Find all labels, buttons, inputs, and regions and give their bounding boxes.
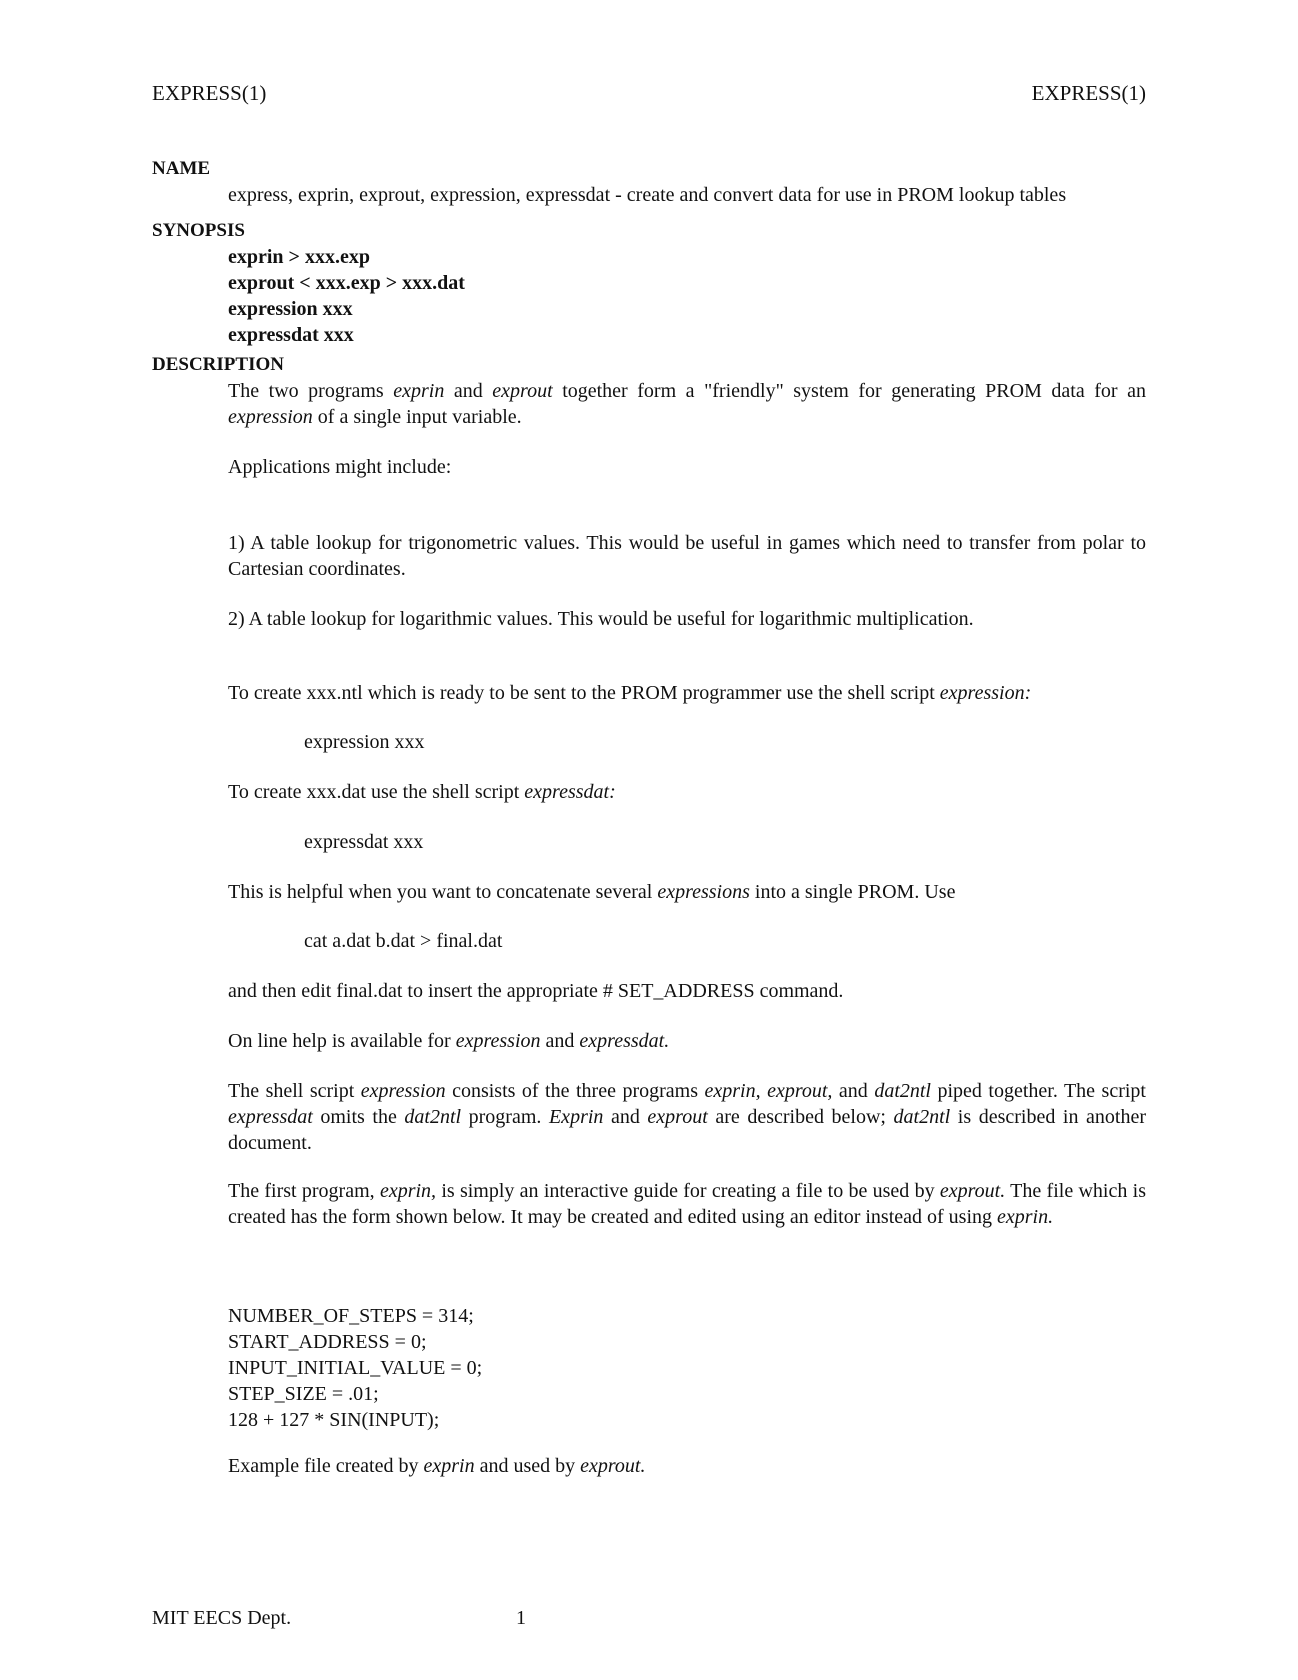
synopsis-line: expressdat xxx [228,324,354,346]
section-heading-synopsis: SYNOPSIS [152,220,245,241]
example-line: NUMBER_OF_STEPS = 314; [228,1305,474,1327]
footer-page-number: 1 [516,1607,526,1629]
paragraph-expressdat: To create xxx.dat use the shell script expressdat: [228,781,616,803]
paragraph-first-program: The first program, exprin, is simply an interactive guide for creating a file to be used by exprout. The file which is created has the form shown below. It may be created and edited using an editor instead of using exprin. [228,1180,1146,1228]
section-heading-name: NAME [152,158,211,179]
paragraph-online-help: On line help is available for expression and expressdat. [228,1030,670,1052]
example-file [228,1303,482,1433]
synopsis-line: exprout < xxx.exp > xxx.dat [228,272,465,294]
code-expression: expression xxx [304,731,425,753]
code-cat: cat a.dat b.dat > final.dat [304,930,503,952]
paragraph-edit: and then edit final.dat to insert the appropriate # SET_ADDRESS command. [228,980,844,1002]
paragraph-intro: The two programs exprin and exprout together form a "friendly" system for generating PROM data for an expression of a single input variable. [228,380,1146,428]
header-left: EXPRESS(1) [152,81,267,105]
example-line: START_ADDRESS = 0; [228,1331,427,1353]
paragraph-concatenate: This is helpful when you want to concatenate several expressions into a single PROM. Use [228,881,956,903]
synopsis-line: expression xxx [228,298,353,320]
example-line: STEP_SIZE = .01; [228,1383,379,1405]
example-caption: Example file created by exprin and used by exprout. [228,1455,646,1477]
paragraph-expression: To create xxx.ntl which is ready to be sent to the PROM programmer use the shell script expression: [228,682,1032,704]
header-right: EXPRESS(1) [1031,81,1146,105]
synopsis-line: exprin > xxx.exp [228,246,370,268]
paragraph-applications: Applications might include: [228,456,452,478]
paragraph-application-2: 2) A table lookup for logarithmic values. This would be useful for logarithmic multiplication. [228,608,974,630]
paragraph-shell-script: The shell script expression consists of the three programs exprin, exprout, and dat2ntl piped together. The script expressdat omits the dat2ntl program. Exprin and exprout are described below; dat2ntl is described in another document. [228,1080,1146,1154]
example-line: INPUT_INITIAL_VALUE = 0; [228,1357,483,1379]
name-text: express, exprin, exprout, expression, expressdat - create and convert data for use in PROM lookup tables [228,184,1067,206]
paragraph-application-1: 1) A table lookup for trigonometric values. This would be useful in games which need to transfer from polar to Cartesian coordinates. [228,532,1146,580]
example-line: 128 + 127 * SIN(INPUT); [228,1409,440,1431]
code-expressdat: expressdat xxx [304,831,424,853]
section-heading-description: DESCRIPTION [152,354,284,375]
footer-department: MIT EECS Dept. [152,1607,292,1629]
